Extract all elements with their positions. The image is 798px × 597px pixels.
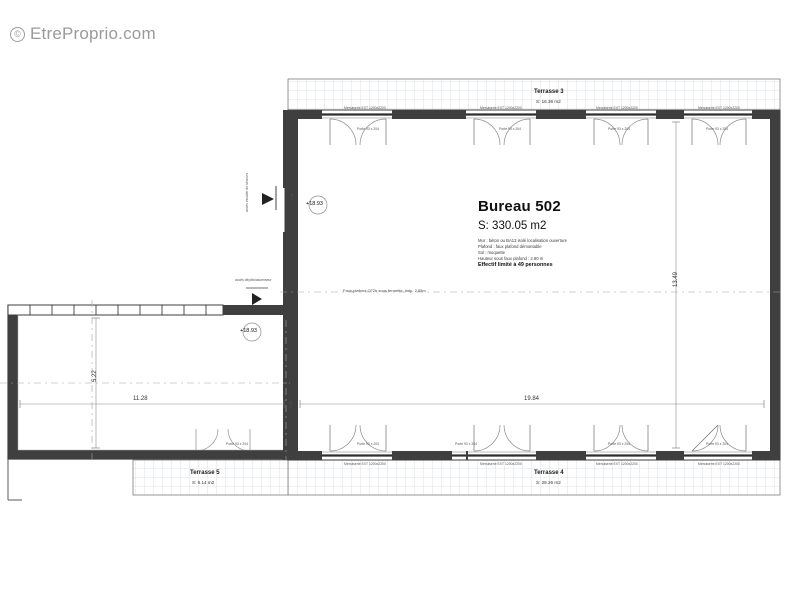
door-label: Porte 93 x 204 bbox=[608, 127, 631, 131]
room-note-wall: Mur : béton ou BA13 isolé localisation ouverture bbox=[478, 238, 567, 243]
level-marker-2: +18.93 bbox=[240, 328, 257, 334]
terrace-5-area: S: 6.14 m2 bbox=[192, 480, 215, 485]
dimension-bottom-left: 11.28 bbox=[133, 396, 148, 402]
window-label: Menuiserie EXT 1200x2200 bbox=[698, 106, 740, 110]
annotation-lift-access: accès dépôts/ascenseur bbox=[235, 278, 272, 282]
window-label: Menuiserie EXT 1200x2200 bbox=[344, 462, 386, 466]
door-label: Porte 93 x 204 bbox=[455, 442, 478, 446]
dimension-door-small: 1.42 bbox=[290, 193, 294, 200]
terrace-5-name: Terrasse 5 bbox=[190, 470, 220, 476]
watermark-label: EtreProprio.com bbox=[30, 24, 156, 43]
room-note-floor: Sol : moquette bbox=[478, 250, 506, 256]
terrace-4-area: S: 28.26 m2 bbox=[536, 480, 561, 485]
door-label: Porte 93 x 204 bbox=[608, 442, 631, 446]
terrace-4-name: Terrasse 4 bbox=[534, 470, 564, 476]
door-label: Porte 93 x 204 bbox=[357, 442, 380, 446]
window-label: Menuiserie EXT 1200x2200 bbox=[596, 106, 638, 110]
door-label: Porte 93 x 204 bbox=[226, 442, 249, 446]
window-label: Menuiserie EXT 1200x2200 bbox=[596, 462, 638, 466]
dimension-bottom-main: 19.84 bbox=[524, 396, 540, 402]
ceiling-note: Faux-plafond CF2h sous fermette, indp. 2,85m bbox=[343, 288, 426, 293]
room-notes bbox=[478, 238, 567, 262]
room-note-ceiling: Plafond : faux plafond démontable bbox=[478, 244, 542, 250]
room-area: S: 330.05 m2 bbox=[478, 220, 547, 232]
door-label: Porte 93 x 204 bbox=[706, 442, 729, 446]
annotation-stair-access: accès escalier de secours bbox=[245, 172, 249, 212]
window-label: Menuiserie EXT 1200x2200 bbox=[480, 106, 522, 110]
window-label: Menuiserie EXT 1200x2200 bbox=[698, 462, 740, 466]
door-label: Porte 93 x 204 bbox=[706, 127, 729, 131]
door-label: Porte 93 x 204 bbox=[499, 127, 522, 131]
door-label: Porte 93 x 204 bbox=[357, 127, 380, 131]
room-capacity: Effectif limité à 49 personnes bbox=[478, 262, 553, 268]
level-marker-1: +18.93 bbox=[306, 201, 323, 207]
terrace-3-area: S: 16.36 m2 bbox=[536, 99, 561, 104]
terrace-3-name: Terrasse 3 bbox=[534, 89, 564, 95]
window-label: Menuiserie EXT 1200x2200 bbox=[480, 462, 522, 466]
window-label: Menuiserie EXT 1200x2200 bbox=[344, 106, 386, 110]
room-note-height: Hauteur sous faux plafond : 2.80 m bbox=[478, 256, 544, 262]
dimension-right-vertical: 13.49 bbox=[673, 271, 679, 287]
room-title: Bureau 502 bbox=[478, 198, 561, 215]
dimension-middle-small: 0.22 bbox=[289, 401, 293, 408]
copyright-icon: © bbox=[10, 27, 25, 42]
dimension-left-vertical: 5.22 bbox=[92, 370, 98, 382]
